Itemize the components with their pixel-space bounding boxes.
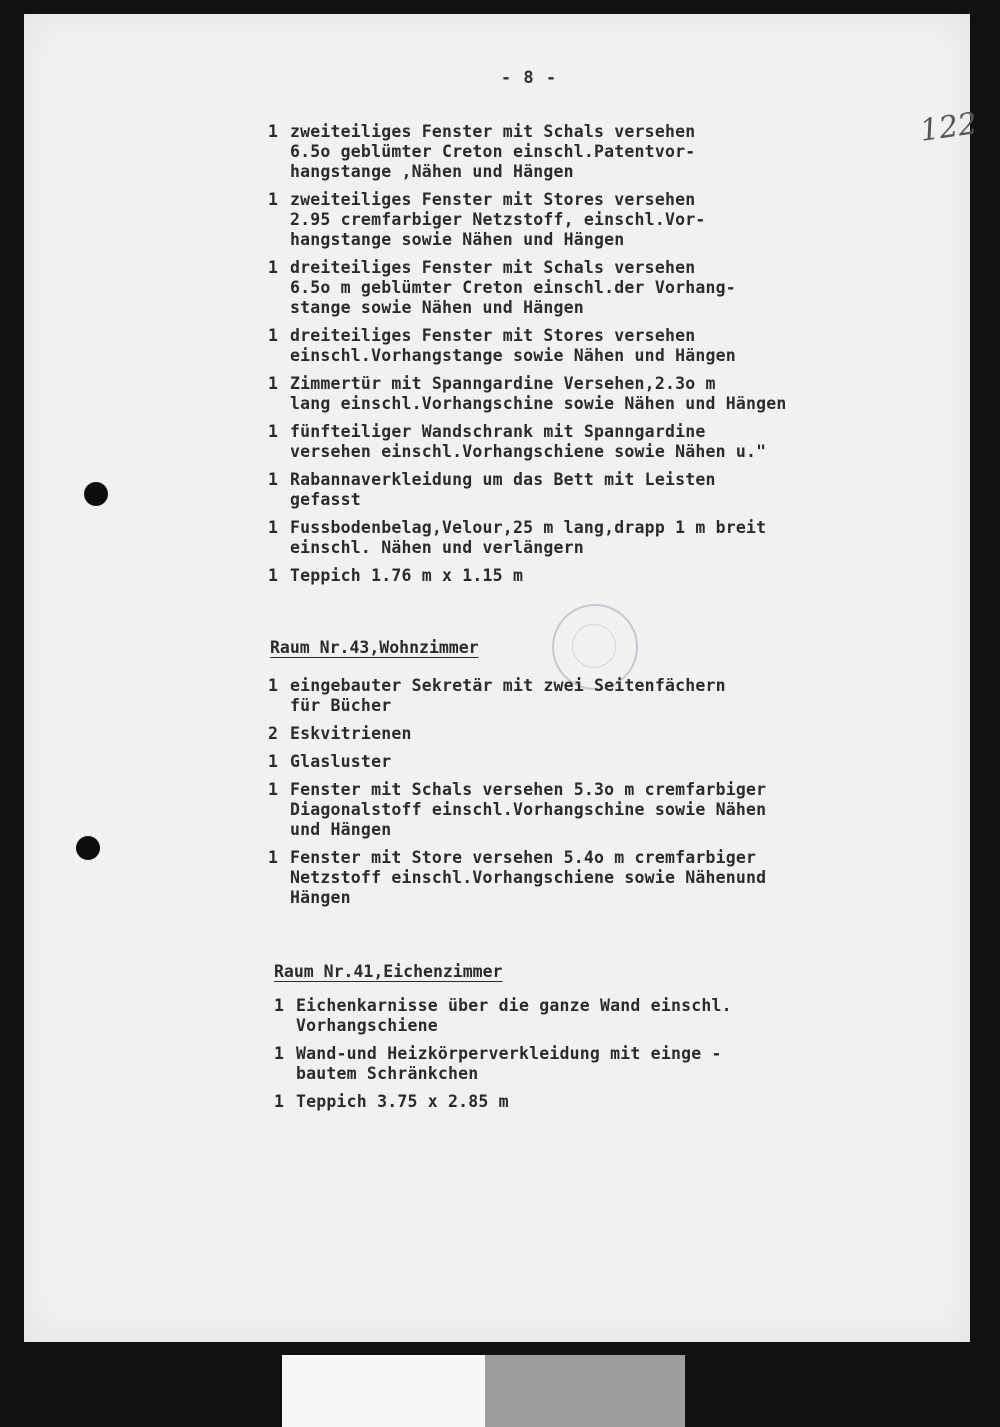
entry-line: gefasst — [290, 490, 361, 509]
inventory-entry — [268, 258, 787, 318]
entry-description — [290, 258, 736, 318]
entry-line: Eichenkarnisse über die ganze Wand einschl. — [296, 996, 732, 1015]
entry-line: eingebauter Sekretär mit zwei Seitenfächern — [290, 676, 726, 695]
entry-quantity: 1 — [274, 996, 284, 1015]
entry-line: Fenster mit Schals versehen 5.3o m cremfarbiger — [290, 780, 767, 799]
entry-quantity: 1 — [268, 470, 278, 489]
entry-quantity: 1 — [274, 1092, 284, 1111]
entry-quantity: 1 — [268, 518, 278, 537]
scan-calibration-white — [282, 1355, 485, 1427]
document-page — [24, 14, 980, 1342]
inventory-entry — [268, 190, 787, 250]
entry-line: zweiteiliges Fenster mit Stores versehen — [290, 190, 696, 209]
punch-hole — [76, 836, 100, 860]
entry-line: zweiteiliges Fenster mit Schals versehen — [290, 122, 696, 141]
inventory-entry — [268, 752, 766, 772]
entry-description — [290, 780, 766, 840]
inventory-entry — [268, 566, 787, 586]
inventory-entry — [274, 1044, 732, 1084]
inventory-entry — [268, 422, 787, 462]
entry-line: Rabannaverkleidung um das Bett mit Leisten — [290, 470, 716, 489]
entry-quantity: 1 — [268, 752, 278, 771]
inventory-entry — [268, 470, 787, 510]
entry-line: Teppich 3.75 x 2.85 m — [296, 1092, 509, 1111]
inventory-entry — [268, 122, 787, 182]
entry-quantity: 1 — [268, 422, 278, 441]
section-items-list — [268, 122, 787, 594]
scan-calibration-gray — [485, 1355, 685, 1427]
entry-line: Glasluster — [290, 752, 392, 771]
entry-line: dreiteiliges Fenster mit Stores versehen — [290, 326, 696, 345]
inventory-entry — [268, 780, 766, 840]
inventory-entry — [268, 518, 787, 558]
entry-quantity: 1 — [268, 326, 278, 345]
entry-quantity: 1 — [268, 848, 278, 867]
entry-description — [296, 1092, 509, 1112]
entry-description — [290, 190, 706, 250]
handwritten-folio-number: 122 — [917, 106, 980, 149]
entry-line: Zimmertür mit Spanngardine Versehen,2.3o m — [290, 374, 716, 393]
entry-line: Fussbodenbelag,Velour,25 m lang,drapp 1 m breit — [290, 518, 767, 537]
entry-line: Vorhangschiene — [296, 1016, 438, 1035]
inventory-entry — [274, 996, 732, 1036]
entry-line: fünfteiliger Wandschrank mit Spanngardine — [290, 422, 706, 441]
entry-description — [290, 326, 736, 366]
inventory-entry — [274, 1092, 732, 1112]
entry-quantity: 1 — [268, 122, 278, 141]
entry-line: und Hängen — [290, 820, 392, 839]
entry-line: Hängen — [290, 888, 351, 907]
entry-line: für Bücher — [290, 696, 392, 715]
section-heading-room-41: Raum Nr.41,Eichenzimmer — [274, 962, 503, 981]
entry-quantity: 1 — [274, 1044, 284, 1063]
entry-line: hangstange ,Nähen und Hängen — [290, 162, 574, 181]
entry-description — [290, 724, 412, 744]
entry-line: bautem Schränkchen — [296, 1064, 479, 1083]
room-41-items-list — [274, 996, 732, 1120]
entry-description — [290, 752, 391, 772]
section-heading-room-43: Raum Nr.43,Wohnzimmer — [270, 638, 479, 657]
inventory-entry — [268, 724, 766, 744]
entry-quantity: 1 — [268, 780, 278, 799]
entry-line: Wand-und Heizkörperverkleidung mit einge - — [296, 1044, 722, 1063]
entry-description — [290, 566, 523, 586]
entry-line: stange sowie Nähen und Hängen — [290, 298, 584, 317]
entry-quantity: 1 — [268, 374, 278, 393]
entry-description — [290, 676, 726, 716]
entry-line: dreiteiliges Fenster mit Schals versehen — [290, 258, 696, 277]
entry-quantity: 1 — [268, 566, 278, 585]
entry-line: 6.5o geblümter Creton einschl.Patentvor- — [290, 142, 696, 161]
entry-line: hangstange sowie Nähen und Hängen — [290, 230, 625, 249]
entry-description — [290, 848, 766, 908]
entry-quantity: 1 — [268, 258, 278, 277]
entry-quantity: 2 — [268, 724, 278, 743]
entry-line: Eskvitrienen — [290, 724, 412, 743]
entry-quantity: 1 — [268, 676, 278, 695]
entry-description — [296, 1044, 722, 1084]
entry-description — [296, 996, 732, 1036]
entry-description — [290, 470, 716, 510]
inventory-entry — [268, 676, 766, 716]
room-43-items-list — [268, 676, 766, 916]
entry-description — [290, 518, 766, 558]
entry-line: einschl.Vorhangstange sowie Nähen und Hängen — [290, 346, 736, 365]
entry-line: 6.5o m geblümter Creton einschl.der Vorhang- — [290, 278, 736, 297]
entry-line: versehen einschl.Vorhangschiene sowie Nähen u." — [290, 442, 767, 461]
entry-description — [290, 422, 766, 462]
inventory-entry — [268, 374, 787, 414]
page-number: - 8 - — [500, 68, 558, 88]
entry-line: lang einschl.Vorhangschine sowie Nähen und Hängen — [290, 394, 787, 413]
inventory-entry — [268, 848, 766, 908]
entry-line: Diagonalstoff einschl.Vorhangschine sowie Nähen — [290, 800, 767, 819]
entry-line: Fenster mit Store versehen 5.4o m cremfarbiger — [290, 848, 757, 867]
entry-line: einschl. Nähen und verlängern — [290, 538, 584, 557]
entry-line: Teppich 1.76 m x 1.15 m — [290, 566, 524, 585]
entry-description — [290, 122, 695, 182]
entry-description — [290, 374, 787, 414]
entry-quantity: 1 — [268, 190, 278, 209]
inventory-entry — [268, 326, 787, 366]
entry-line: 2.95 cremfarbiger Netzstoff, einschl.Vor- — [290, 210, 706, 229]
punch-hole — [84, 482, 108, 506]
entry-line: Netzstoff einschl.Vorhangschiene sowie Nähenund — [290, 868, 767, 887]
